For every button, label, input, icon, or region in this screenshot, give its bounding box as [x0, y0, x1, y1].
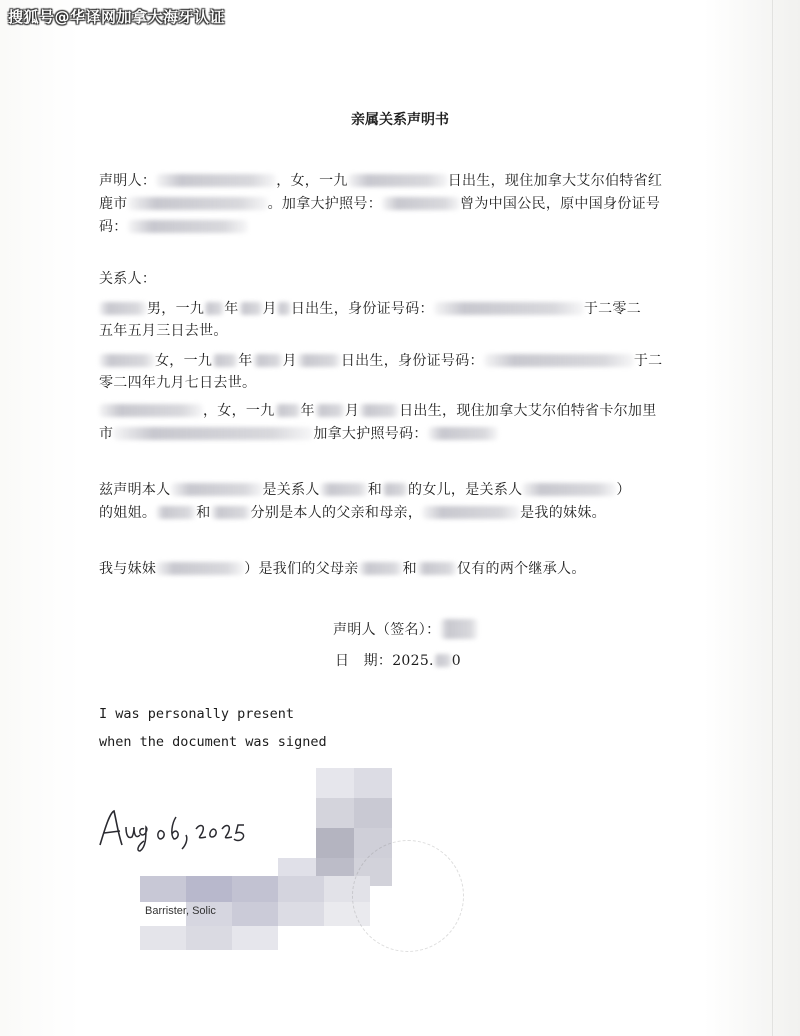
handwritten-date-signature — [96, 805, 266, 855]
watermark: 搜狐号@华译网加拿大海牙认证 — [8, 8, 226, 26]
relations-label: 关系人： — [99, 271, 157, 287]
redacted-passport — [428, 427, 498, 440]
redacted-name — [99, 302, 147, 315]
redacted-id-number — [434, 302, 584, 315]
relation-3-line-1: ，女，一九 年 月 日出生，现住加拿大艾尔伯特省卡尔加里 — [99, 400, 657, 420]
redacted-address — [128, 197, 268, 210]
embossed-seal — [352, 840, 464, 952]
page-edge — [772, 0, 773, 1036]
declarant-signature-line: 声明人（签名）： — [333, 619, 478, 639]
relation-1-line-2: 五年五月三日去世。 — [99, 323, 228, 339]
redacted-date — [348, 174, 448, 187]
redacted-id-number — [484, 354, 634, 367]
declarant-line-2: 鹿市 。加拿大护照号： 曾为中国公民，原中国身份证号 — [99, 196, 661, 212]
declarant-line-1: 声明人： ，女，一九 日出生，现住加拿大艾尔伯特省红 — [99, 173, 663, 189]
relation-1-line-1: 男，一九 年 月 日出生，身份证号码： 于二零二 — [99, 298, 641, 318]
redacted-id-number — [128, 220, 248, 233]
redacted-name — [99, 404, 203, 417]
witness-line-2: when the document was signed — [99, 734, 327, 750]
witness-line-1: I was personally present — [99, 706, 295, 722]
heirs-line: 我与妹妹 ）是我们的父母亲 和 仅有的两个继承人。 — [99, 561, 586, 577]
declaration-line-1: 兹声明本人 是关系人 和 的女儿，是关系人 ） — [99, 482, 631, 498]
relation-2-line-2: 零二四年九月七日去世。 — [99, 375, 257, 391]
redacted-name — [156, 174, 276, 187]
declaration-line-2: 的姐姐。 和 分别是本人的父亲和母亲， 是我的妹妹。 — [99, 505, 606, 521]
redacted-name — [99, 354, 155, 367]
relation-2-line-1: 女，一九 年 月 日出生，身份证号码： 于二 — [99, 350, 662, 370]
barrister-title: Barrister, Solic — [145, 905, 216, 917]
redacted-address — [113, 427, 313, 440]
declarant-line-3: 码： — [99, 216, 248, 236]
relation-3-line-2: 市 加拿大护照号码： — [99, 423, 498, 443]
document-title: 亲属关系声明书 — [351, 112, 449, 128]
redacted-passport — [382, 197, 460, 210]
redacted-signature — [440, 619, 478, 639]
date-line: 日 期：2025. 0 — [335, 653, 461, 669]
